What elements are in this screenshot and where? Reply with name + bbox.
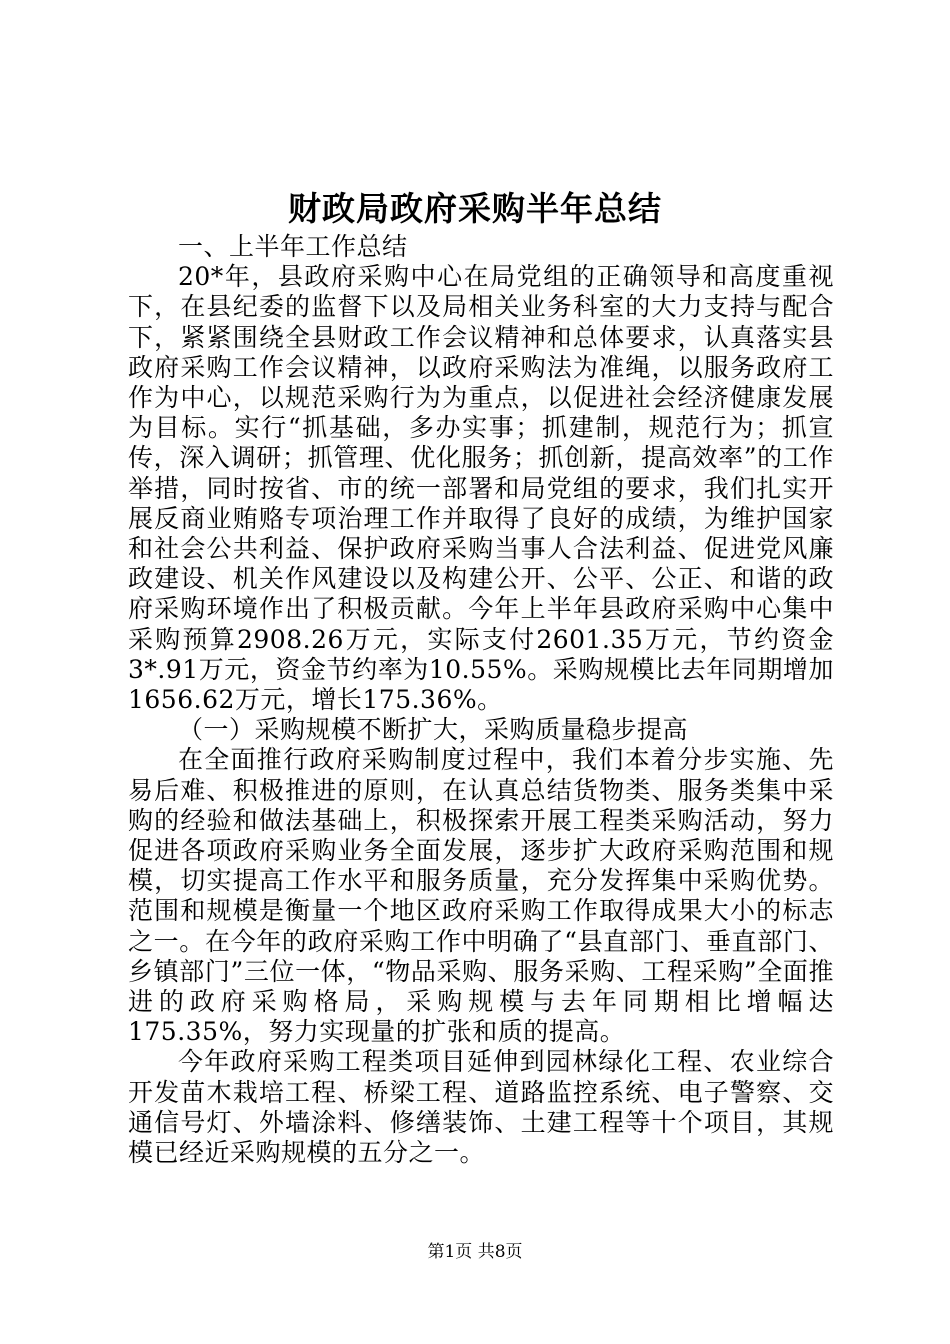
section-heading: 一、上半年工作总结 [178,232,408,261]
page-footer: 第1页 共8页 [427,1242,523,1262]
body-paragraph: 在全面推行政府采购制度过程中，我们本着分步实施、先易后难、积极推进的原则，在认真总结货物类、服务类集中采购的经验和做法基础上，积极探索开展工程类采购活动，努力促进各项政府采购业务全面发展，逐步扩大政府采购范围和规模，切实提高工作水平和服务质量，充分发挥集中采购优势。范围和规模是衡量一个地区政府采购工作取得成果大小的标志之一。在今年的政府采购工作中明确了“县直部门、垂直部门、乡镇部门”三位一体，“物品采购、服务采购、工程采购”全面推进的政府采购格局，采购规模与去年同期相比增幅达175.35%，努力实现量的扩张和质的提高。 [128,745,834,1047]
document-title: 财政局政府采购半年总结 [288,189,662,228]
body-paragraph: 20*年，县政府采购中心在局党组的正确领导和高度重视下，在县纪委的监督下以及局相关业务科室的大力支持与配合下，紧紧围绕全县财政工作会议精神和总体要求，认真落实县政府采购工作会议精神，以政府采购法为准绳，以服务政府工作为中心，以规范采购行为为重点，以促进社会经济健康发展为目标。实行“抓基础，多办实事；抓建制，规范行为；抓宣传，深入调研；抓管理、优化服务；抓创新，提高效率”的工作举措，同时按省、市的统一部署和局党组的要求，我们扎实开展反商业贿赂专项治理工作并取得了良好的成绩，为维护国家和社会公共利益、保护政府采购当事人合法利益、促进党风廉政建设、机关作风建设以及构建公开、公平、公正、和谐的政府采购环境作出了积极贡献。今年上半年县政府采购中心集中采购预算2908.26万元，实际支付2601.35万元，节约资金3*.91万元，资金节约率为10.55%。采购规模比去年同期增加1656.62万元，增长175.36%。 [128,262,834,715]
document-body [128,232,834,1168]
body-paragraph: 今年政府采购工程类项目延伸到园林绿化工程、农业综合开发苗木栽培工程、桥梁工程、道路监控系统、电子警察、交通信号灯、外墙涂料、修缮装饰、土建工程等十个项目，其规模已经近采购规模的五分之一。 [128,1047,834,1168]
subsection-heading: （一）采购规模不断扩大，采购质量稳步提高 [178,715,689,745]
